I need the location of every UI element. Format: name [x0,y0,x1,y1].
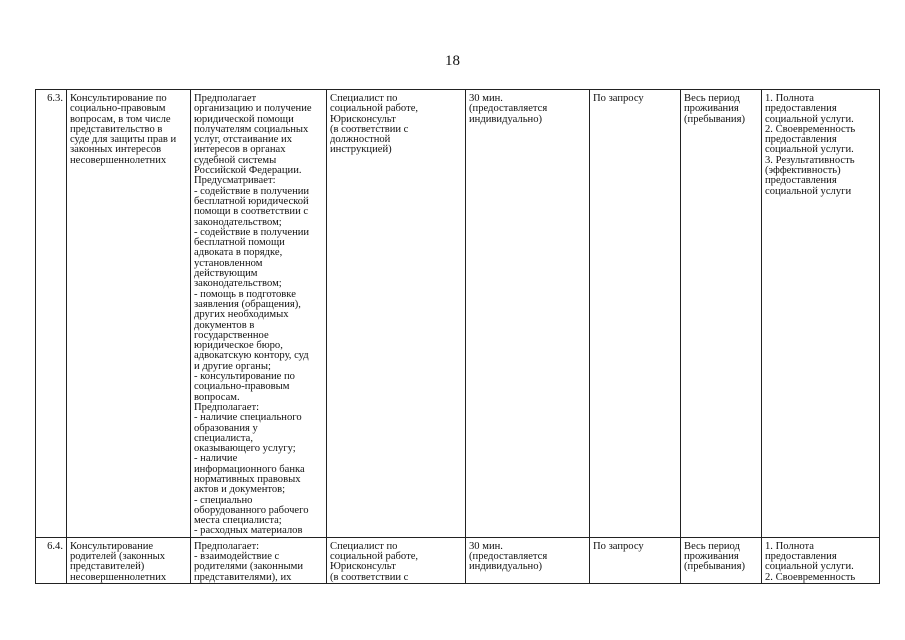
service-name: Консультирование по социально-правовым вопросам, в том числе представительство в суде для защиты прав и законных интересов несовершеннолетних [67,90,191,538]
page-number: 18 [445,53,460,69]
table-row [36,90,880,538]
service-period: Весь период проживания (пребывания) [681,537,762,583]
services-table [35,89,880,584]
service-description: Предполагает организацию и получение юридической помощи получателям социальных услуг, отстаивание их интересов в органах судебной системы Российской Федерации. Предусматривает: - содействие в получении бесплатной юридической помощи в соответствии с законодательством; - содействие в получении бесплатной помощи адвоката в порядке, установленном действующим законодательством; - помощь в подготовке заявления (обращения), других необходимых документов в государственное юридическое бюро, адвокатскую контору, суд и другие органы; - консультирование по социально-правовым вопросам. Предполагает: - наличие специального образования у специалиста, оказывающего услугу; - наличие информационного банка нормативных правовых актов и документов; - специально оборудованного рабочего места специалиста; - расходных материалов [191,90,327,538]
service-period: Весь период проживания (пребывания) [681,90,762,538]
service-description: Предполагает: - взаимодействие с родителями (законными представителями), их [191,537,327,583]
service-frequency: По запросу [590,90,681,538]
service-executor: Специалист по социальной работе, Юрисконсульт (в соответствии с [327,537,466,583]
service-duration: 30 мин. (предоставляется индивидуально) [466,537,590,583]
service-criteria: 1. Полнота предоставления социальной услуги. 2. Своевременность предоставления социальной услуги. 3. Результативность (эффективность) предоставления социальной услуги [762,90,880,538]
table-row [36,537,880,583]
row-number: 6.4. [36,537,67,583]
row-number: 6.3. [36,90,67,538]
service-criteria: 1. Полнота предоставления социальной услуги. 2. Своевременность [762,537,880,583]
service-frequency: По запросу [590,537,681,583]
service-duration: 30 мин. (предоставляется индивидуально) [466,90,590,538]
service-name: Консультирование родителей (законных представителей) несовершеннолетних [67,537,191,583]
service-executor: Специалист по социальной работе, Юрисконсульт (в соответствии с должностной инструкцией) [327,90,466,538]
